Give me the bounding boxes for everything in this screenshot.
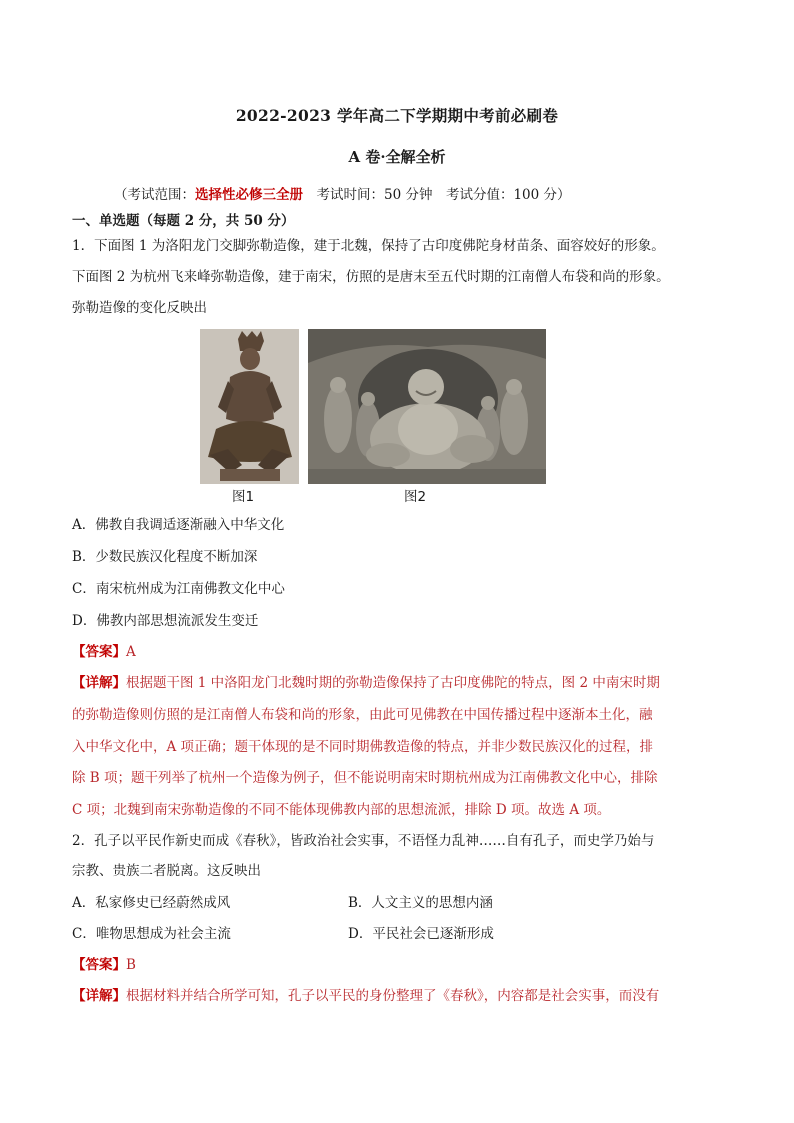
answer-value: B [126,957,136,973]
section-title: 一、单选题（每题 2 分，共 50 分） [72,213,295,229]
document-subtitle: A 卷·全解全析 [348,148,446,166]
answer-label: 【答案】 [72,957,126,973]
q1-stem-line: 1．下面图 1 为洛阳龙门交脚弥勒造像，建于北魏，保持了古印度佛陀身材苗条、面容姣好的形象。 [72,238,665,254]
answer-label: 【答案】 [72,644,126,660]
q2-detail-line [72,987,659,1005]
q2-answer [72,956,136,974]
q1-option-c: C．南宋杭州成为江南佛教文化中心 [72,581,285,597]
exam-info [114,183,571,203]
detail-text: 根据题干图 1 中洛阳龙门北魏时期的弥勒造像保持了古印度佛陀的特点，图 2 中南宋时期 [126,675,660,691]
figure-1-maitreya-statue-image [200,329,299,484]
figure-2-feilaifeng-buddha-image [308,329,546,484]
exam-info-suffix: 考试时间：50 分钟 考试分值：100 分） [303,187,571,203]
document-title: 2022-2023 学年高二下学期期中考前必刷卷 [235,106,559,125]
q2-stem-line: 宗教、贵族二者脱离。这反映出 [72,863,261,879]
exam-info-prefix: （考试范围： [114,187,195,203]
detail-text: 根据材料并结合所学可知，孔子以平民的身份整理了《春秋》，内容都是社会实事，而没有 [126,988,660,1004]
answer-value: A [126,644,136,660]
q1-option-b: B．少数民族汉化程度不断加深 [72,549,258,565]
q1-option-d: D．佛教内部思想流派发生变迁 [72,613,259,629]
q2-option-c: C．唯物思想成为社会主流 [72,926,231,942]
q1-stem-line: 弥勒造像的变化反映出 [72,300,207,316]
q1-answer [72,643,136,661]
detail-label: 【详解】 [72,675,126,691]
q1-stem-line: 下面图 2 为杭州飞来峰弥勒造像，建于南宋，仿照的是唐末至五代时期的江南僧人布袋和尚的形象。 [72,269,670,285]
q2-stem-line: 2．孔子以平民作新史而成《春秋》，皆政治社会实事，不语怪力乱神……自有孔子，而史学乃始与 [72,833,655,849]
q1-detail-line: 除 B 项；题干列举了杭州一个造像为例子，但不能说明南宋时期杭州成为江南佛教文化中心，排除 [72,770,658,786]
exam-scope: 选择性必修三全册 [195,187,303,203]
q2-option-a: A．私家修史已经蔚然成风 [72,895,231,911]
figure-2-caption: 图2 [404,489,427,505]
figure-1-caption: 图1 [232,489,255,505]
q2-option-b: B．人文主义的思想内涵 [348,895,493,911]
q2-option-d: D．平民社会已逐渐形成 [348,926,494,942]
q1-detail-line [72,674,660,692]
q1-option-a: A．佛教自我调适逐渐融入中华文化 [72,517,285,533]
detail-label: 【详解】 [72,988,126,1004]
q1-detail-line: C 项；北魏到南宋弥勒造像的不同不能体现佛教内部的思想流派，排除 D 项。故选 A 项。 [72,802,611,818]
q1-detail-line: 的弥勒造像则仿照的是江南僧人布袋和尚的形象，由此可见佛教在中国传播过程中逐渐本土化，融 [72,707,653,723]
q1-detail-line: 入中华文化中，A 项正确；题干体现的是不同时期佛教造像的特点，并非少数民族汉化的过程，排 [72,739,654,755]
